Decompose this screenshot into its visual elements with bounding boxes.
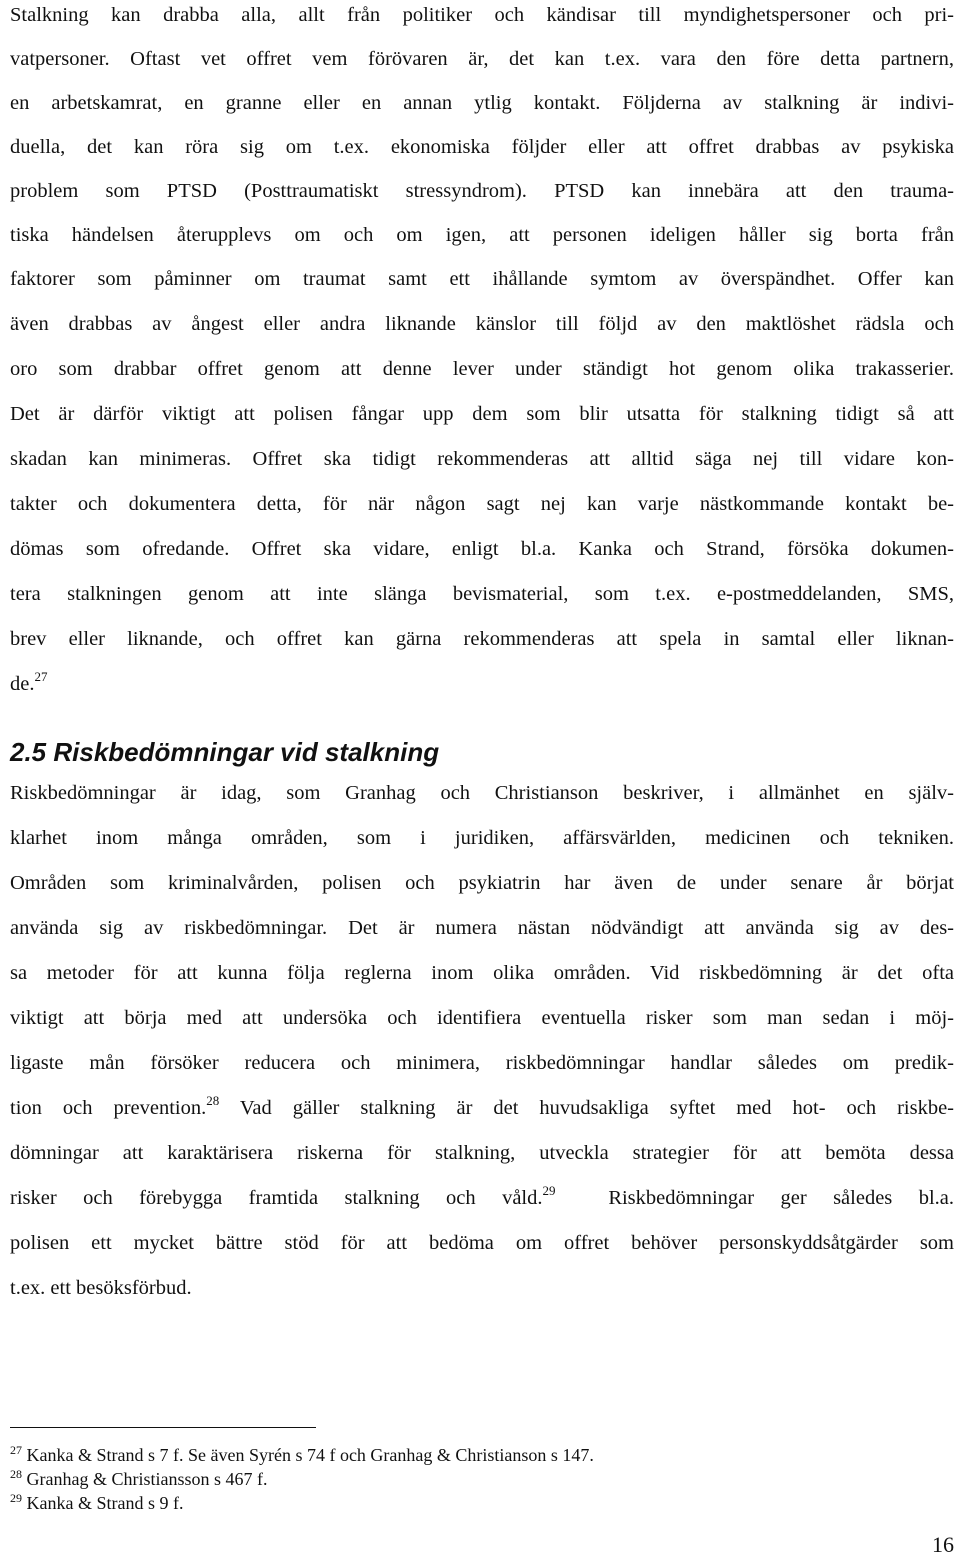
- paragraph-1-line-5: problem som PTSD (Posttraumatiskt stressyndrom). PTSD kan innebära att den trauma-: [10, 180, 954, 202]
- footnote-ref-27[interactable]: 27: [34, 669, 48, 684]
- footnote-29: [10, 1491, 910, 1515]
- section-heading: 2.5 Riskbedömningar vid stalkning: [10, 737, 440, 767]
- footnote-separator: [10, 1427, 316, 1428]
- paragraph-1-line-2: vatpersoner. Oftast vet offret vem förövaren är, det kan t.ex. vara den före detta partnern,: [10, 48, 954, 70]
- paragraph-1-line-14: tera stalkningen genom att inte slänga bevismaterial, som t.ex. e-postmeddelanden, SMS,: [10, 583, 954, 605]
- footnote-text: Granhag & Christiansson s 467 f.: [26, 1469, 268, 1489]
- footnote-text: Kanka & Strand s 7 f. Se även Syrén s 74 f och Granhag & Christianson s 147.: [26, 1445, 594, 1465]
- paragraph-2-line-12: t.ex. ett besöksförbud.: [10, 1277, 192, 1299]
- paragraph-2-line-6: viktigt att börja med att undersöka och identifiera eventuella risker som man sedan i möj-: [10, 1007, 954, 1029]
- footnote-number: 28: [10, 1467, 22, 1481]
- paragraph-2-line-10: [10, 1183, 954, 1213]
- paragraph-1-line-7: faktorer som påminner om traumat samt ett ihållande symtom av överspändhet. Offer kan: [10, 268, 954, 290]
- paragraph-1-line-3: en arbetskamrat, en granne eller en annan ytlig kontakt. Följderna av stalkning är indivi-: [10, 92, 954, 114]
- paragraph-2-line-7: ligaste mån försöker reducera och minimera, riskbedömningar handlar således om predik-: [10, 1052, 954, 1074]
- paragraph-2-line-8-before: tion och prevention.: [10, 1097, 207, 1119]
- paragraph-2-line-4: använda sig av riskbedömningar. Det är numera nästan nödvändigt att använda sig av des-: [10, 917, 954, 939]
- footnote-28: [10, 1467, 910, 1491]
- paragraph-2-line-1: Riskbedömningar är idag, som Granhag och Christianson beskriver, i allmänhet en själv-: [10, 782, 954, 804]
- footnote-27: [10, 1443, 910, 1467]
- paragraph-2-line-2: klarhet inom många områden, som i juridiken, affärsvärlden, medicinen och tekniken.: [10, 827, 954, 849]
- paragraph-2-line-10-after: Riskbedömningar ger således bl.a.: [555, 1187, 954, 1209]
- paragraph-1-line-15: brev eller liknande, och offret kan gärna rekommenderas att spela in samtal eller liknan-: [10, 628, 954, 650]
- footnote-number: 27: [10, 1443, 22, 1457]
- page-number: 16: [932, 1532, 954, 1557]
- paragraph-2-line-10-before: risker och förebygga framtida stalkning och våld.: [10, 1187, 543, 1209]
- paragraph-1-line-6: tiska händelsen återupplevs om och om igen, att personen ideligen håller sig borta från: [10, 224, 954, 246]
- paragraph-2-line-8-after: Vad gäller stalkning är det huvudsakliga syftet med hot- och riskbe-: [219, 1097, 955, 1119]
- paragraph-2-line-9: dömningar att karaktärisera riskerna för stalkning, utveckla strategier för att bemöta dessa: [10, 1142, 954, 1164]
- footnote-ref-29[interactable]: 29: [542, 1183, 556, 1198]
- paragraph-1-line-13: dömas som ofredande. Offret ska vidare, enligt bl.a. Kanka och Strand, försöka dokumen-: [10, 538, 954, 560]
- paragraph-2-line-3: Områden som kriminalvården, polisen och psykiatrin har även de under senare år börjat: [10, 872, 954, 894]
- paragraph-1-line-11: skadan kan minimeras. Offret ska tidigt rekommenderas att alltid säga nej till vidare kon-: [10, 448, 954, 470]
- paragraph-1-line-10: Det är därför viktigt att polisen fångar upp dem som blir utsatta för stalkning tidigt så att: [10, 403, 954, 425]
- paragraph-1-line-4: duella, det kan röra sig om t.ex. ekonomiska följder eller att offret drabbas av psykiska: [10, 136, 954, 158]
- paragraph-2-line-11: polisen ett mycket bättre stöd för att bedöma om offret behöver personskyddsåtgärder som: [10, 1232, 954, 1254]
- paragraph-1-line-8: även drabbas av ångest eller andra liknande känslor till följd av den maktlöshet rädsla och: [10, 313, 954, 335]
- footnote-number: 29: [10, 1491, 22, 1505]
- paragraph-1-line-12: takter och dokumentera detta, för när någon sagt nej kan varje nästkommande kontakt be-: [10, 493, 954, 515]
- paragraph-1-line-9: oro som drabbar offret genom att denne lever under ständigt hot genom olika trakasserier.: [10, 358, 954, 380]
- footnote-text: Kanka & Strand s 9 f.: [26, 1493, 184, 1513]
- paragraph-2-line-8: [10, 1093, 954, 1123]
- paragraph-2-line-5: sa metoder för att kunna följa reglerna inom olika områden. Vid riskbedömning är det ofta: [10, 962, 954, 984]
- paragraph-1-line-1: Stalkning kan drabba alla, allt från politiker och kändisar till myndighetspersoner och pri-: [10, 4, 954, 26]
- footnote-ref-28[interactable]: 28: [206, 1093, 220, 1108]
- paragraph-1-line-16: [10, 669, 954, 699]
- paragraph-1-last-text: de.: [10, 673, 35, 695]
